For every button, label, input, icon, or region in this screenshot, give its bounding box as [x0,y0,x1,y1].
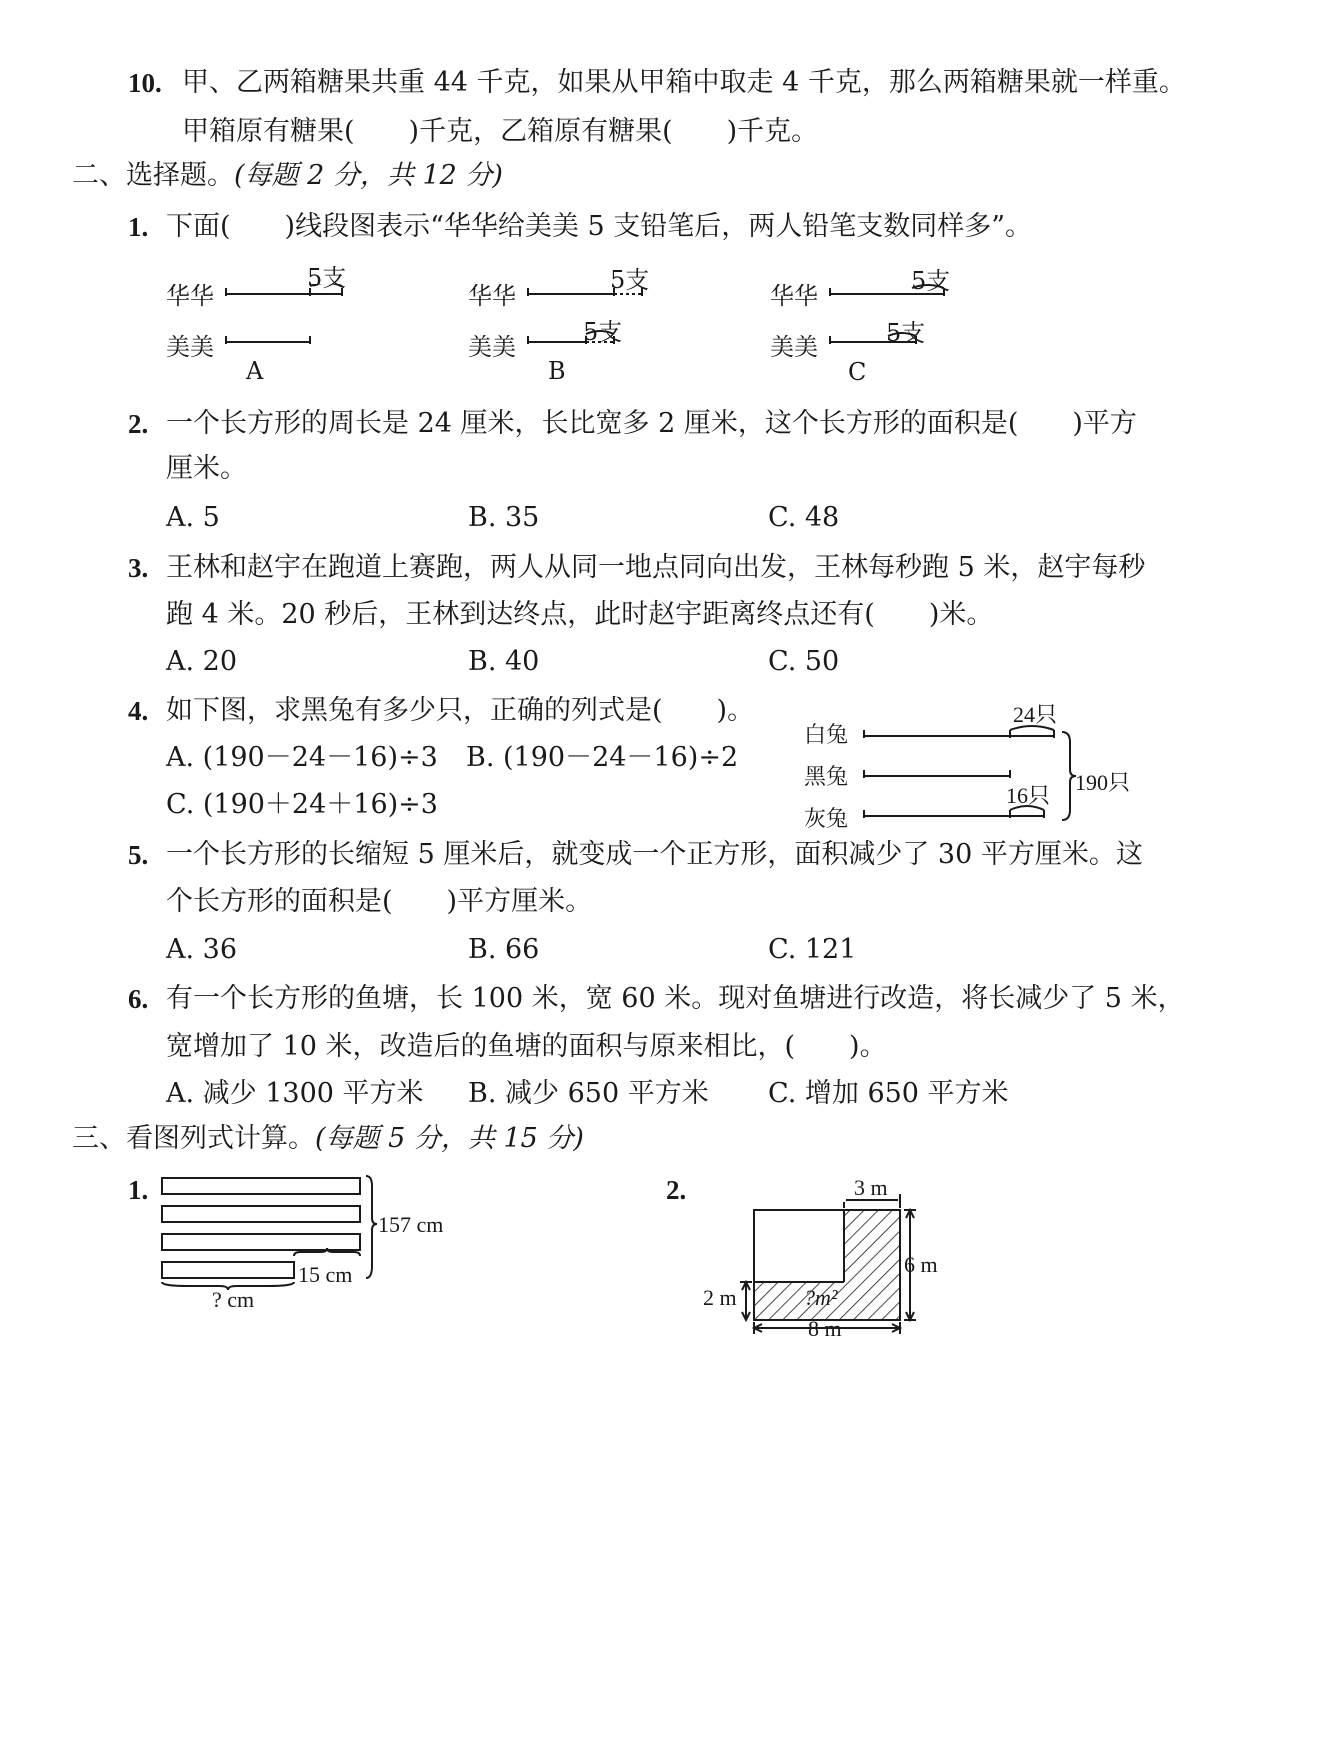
s2-q4-number: 4. [128,696,149,726]
s2-q5-line1: 一个长方形的长缩短 5 厘米后，就变成一个正方形，面积减少了 30 平方厘米。这 [166,839,1143,870]
s2-q4-option-a: A. (190－24－16)÷3 [166,742,438,773]
s2-q2-line1: 一个长方形的周长是 24 厘米，长比宽多 2 厘米，这个长方形的面积是( )平方 [166,408,1137,439]
diagram-b-top-name: 华华 [468,282,516,310]
rabbit-gray-label: 灰兔 [804,807,849,832]
s2-q5-line2: 个长方形的面积是( )平方厘米。 [166,886,593,917]
s2-q5-option-a: A. 36 [166,934,238,965]
s2-q5-option-b: B. 66 [468,934,540,965]
s2-q6-line1: 有一个长方形的鱼塘，长 100 米，宽 60 米。现对鱼塘进行改造，将长减少了 5 米， [166,983,1185,1014]
rabbit-white-label: 白兔 [804,723,849,748]
s3-q2-left-label: 2 m [703,1285,737,1310]
diagram-c-bottom-name: 美美 [770,333,818,361]
s2-q6-option-a: A. 减少 1300 平方米 [166,1078,424,1109]
section3-title: 三、看图列式计算。 [72,1123,315,1154]
s2-q3-option-c: C. 50 [768,646,840,677]
s3-q1-number: 1. [128,1175,149,1205]
s2-q3-line2: 跑 4 米。20 秒后，王林到达终点，此时赵宇距离终点还有( )米。 [166,599,994,630]
s3-q2-top-label: 3 m [854,1175,888,1200]
s2-q3-option-b: B. 40 [468,646,540,677]
s3-q2-bottom-label: 8 m [808,1316,842,1341]
s2-q1-number: 1. [128,212,149,242]
diagram-c-lines [826,284,956,350]
diagram-b-amount-top: 5支 [610,266,650,294]
section3-header [72,1122,584,1156]
s3-q2-right-label: 6 m [904,1252,938,1277]
s2-q6-option-c: C. 增加 650 平方米 [768,1078,1009,1109]
q10-line2: 甲箱原有糖果( )千克，乙箱原有糖果( )千克。 [182,116,819,147]
rabbit-more-label: 24只 [1013,702,1058,727]
diagram-a-amount: 5支 [307,264,347,292]
q10-line1: 甲、乙两箱糖果共重 44 千克，如果从甲箱中取走 4 千克，那么两箱糖果就一样重。 [182,67,1186,98]
diagram-c-amount-bottom: 5支 [886,319,926,347]
s2-q5-option-c: C. 121 [768,934,857,965]
s2-q4-option-c: C. (190＋24＋16)÷3 [166,789,438,820]
s2-q3-number: 3. [128,553,149,583]
section2-title: 二、选择题。 [72,160,234,191]
s2-q2-option-b: B. 35 [468,502,540,533]
section3-points: (每题 5 分，共 15 分) [315,1123,584,1154]
s2-q3-option-a: A. 20 [166,646,238,677]
diagram-b-amount-bottom: 5支 [583,318,623,346]
s2-q1-text: 下面( )线段图表示“华华给美美 5 支铅笔后，两人铅笔支数同样多”。 [166,211,1033,242]
s3-q1-diff-label: 15 cm [298,1262,353,1287]
diagram-a-bottom-name: 美美 [166,333,214,361]
rabbit-black-label: 黑兔 [804,765,849,790]
diagram-b-bottom-name: 美美 [468,333,516,361]
diagram-c-letter: C [848,358,867,386]
diagram-c-amount-top: 5支 [911,267,951,295]
q10-number: 10. [128,68,162,98]
s3-q1-total-label: 157 cm [378,1212,444,1237]
diagram-b-letter: B [548,357,566,385]
s2-q2-number: 2. [128,409,149,439]
s2-q5-number: 5. [128,840,149,870]
diagram-b-lines [524,284,654,350]
s2-q3-line1: 王林和赵宇在跑道上赛跑，两人从同一地点同向出发，王林每秒跑 5 米，赵宇每秒 [166,552,1146,583]
section2-header [72,159,503,193]
diagram-a-top-name: 华华 [166,282,214,310]
s2-q6-line2: 宽增加了 10 米，改造后的鱼塘的面积与原来相比，( )。 [166,1031,887,1062]
s2-q2-option-a: A. 5 [166,502,220,533]
section2-points: (每题 2 分，共 12 分) [234,160,503,191]
s2-q4-option-b: B. (190－24－16)÷2 [466,742,739,773]
s2-q4-text: 如下图，求黑兔有多少只，正确的列式是( )。 [166,695,755,726]
s3-q2-number: 2. [666,1175,687,1205]
s3-q2-area-label: ?m² [804,1285,838,1310]
diagram-c-top-name: 华华 [770,282,818,310]
s2-q2-line2: 厘米。 [166,453,247,484]
s2-q6-option-b: B. 减少 650 平方米 [468,1078,709,1109]
s2-q2-option-c: C. 48 [768,502,840,533]
rabbit-less-label: 16只 [1006,783,1051,808]
rabbit-total-label: 190只 [1075,770,1131,795]
diagram-a-lines [222,284,352,350]
s2-q6-number: 6. [128,984,149,1014]
s3-q1-unknown-label: ? cm [212,1287,255,1312]
diagram-a-letter: A [246,357,264,385]
rabbit-diagram-lines [858,718,1078,830]
